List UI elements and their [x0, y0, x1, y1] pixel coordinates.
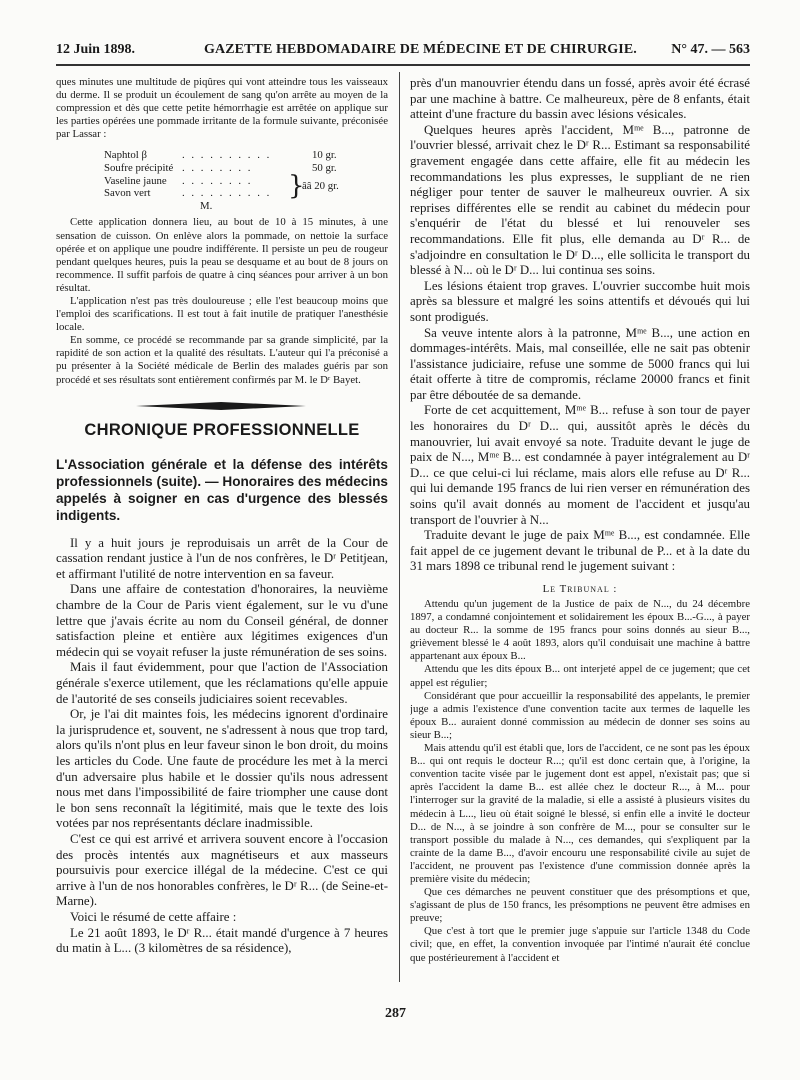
- article-paragraph: Traduite devant le juge de paix Mᵐᵉ B..., est condamnée. Elle fait appel de ce jugement devant le tribunal de P... et à la date du 31 mars 1898 ce tribunal rend le jugement suivant :: [410, 528, 750, 574]
- recipe-dots: . . . . . . . . . .: [182, 149, 272, 162]
- intro-paragraph: ques minutes une multitude de piqûres qui vont atteindre tous les vaisseaux du derme. Il se produit un écoulement de sang qu'on arrête au moyen de la compression et dès que cette petite hémorrhagie est arrêtée on applique sur les parties opérées une pommade irritante de la formule suivante, préconisée par Lassar :: [56, 76, 388, 141]
- recipe-item: [104, 162, 388, 175]
- article-paragraph: Il y a huit jours je reproduisais un arrêt de la Cour de cassation rendant justice à l'un de nos confrères, le Dʳ Petitjean, et affirmant l'utilité de notre intervention en sa faveur.: [56, 535, 388, 581]
- judgment-paragraph: Considérant que pour accueillir la responsabilité des appelants, le premier juge a admis l'existence d'une convention tacite aux termes de laquelle les époux B... auraient donné commission au médecin de donner ses soins au sieur B...;: [410, 689, 750, 741]
- article-paragraph: C'est ce qui est arrivé et arrivera souvent encore à l'occasion des procès intentés aux magnétiseurs et aux masseurs poursuivis pour exercice illégal de la médecine. C'est ce qui arrive à l'un de nos honorables confrères, le Dʳ R... (de Seine-et-Marne).: [56, 831, 388, 909]
- article-title: L'Association générale et la défense des intérêts professionnels (suite). — Honoraires des médecins appelés à soigner en cas d'urgence des blessés indigents.: [56, 456, 388, 523]
- article-paragraph: Mais il faut évidemment, pour que l'action de l'Association générale s'exerce utilement, que les réclamations qu'elle appuie de l'autorité de ses conseils judiciaires soient recevables.: [56, 660, 388, 706]
- column-divider: [399, 72, 400, 982]
- recipe-item: [104, 149, 388, 162]
- header-issue-page: N° 47. — 563: [671, 42, 750, 57]
- recipe-quantity: 50 gr.: [312, 162, 337, 175]
- recipe-item: [104, 175, 388, 188]
- judgment-paragraph: Que ces démarches ne peuvent constituer que des présomptions et que, s'agissant de plus de 150 francs, les présomptions ne peuvent être admises en preuve;: [410, 886, 750, 925]
- recipe-grouped-items: [104, 170, 388, 201]
- article-paragraph: Sa veuve intente alors à la patronne, Mᵐᵉ B..., une action en dommages-intérêts. Mais, mal conseillée, elle ne sait pas obtenir l'assistance judiciaire, refuse une somme de 5000 francs qui lui était offerte à titre de compromis, réclame 20000 francs et finit par être déboutée de sa demande.: [410, 325, 750, 402]
- recipe-mix: M.: [200, 199, 213, 212]
- running-header: [56, 42, 750, 62]
- article-paragraph: Or, je l'ai dit maintes fois, les médecins ignorent d'ordinaire la jurisprudence et, souvent, ne s'adressent à nous que trop tard, alors qu'ils n'ont plus en leur faveur sinon le bon droit, du moins les articles du Code. Une faute de procédure les met à la merci d'un adversaire plus habile et le dossier qu'ils nous adressent nous met dans l'impossibilité de faire triompher une cause dont le bon sens reconnaît la légitimité, mais que le texte des lois votées par nos représentants déclare inadmissible.: [56, 707, 388, 831]
- body-paragraph: En somme, ce procédé se recommande par sa grande simplicité, par la rapidité de son action et la qualité des résultats. L'auteur qui l'a préconisé a pu présenter à la Société médicale de Berlin des malades guéris par son procédé et ses résultats sont entièrement confirmés par M. le Dʳ Bayet.: [56, 334, 388, 386]
- recipe-formula: [104, 149, 388, 212]
- article-paragraph: Quelques heures après l'accident, Mᵐᵉ B..., patronne de l'ouvrier blessé, arrivait chez le Dʳ R... Estimant sa responsabilité gravement engagée dans cette affaire, elle fit au médecin les recommandations les plus expresses, le suppliant de ne rien négliger pour tenter de sauver le malheureux ouvrier. A six reprises différentes elle se rendit au cabinet du médecin pour s'enquérir de l'état du blessé et lui renouveler ses recommandations. Elle fit plus, elle demanda au Dʳ R... de s'adjoindre en consultation le Dʳ D..., elle sollicita le transport du blessé à N... où le Dʳ D... lui continua ses soins.: [410, 122, 750, 278]
- article-paragraph: Forte de cet acquittement, Mᵐᵉ B... refuse à son tour de payer les honoraires du Dʳ D... qui, aussitôt après le décès du manouvrier, lui avait envoyé sa note. Traduite devant le juge de paix de N..., Mᵐᵉ B... est condamnée à payer intégralement au Dʳ D... ce que celui-ci lui réclame, mais alors elle refuse au Dʳ R... qui lui demande 195 francs de lui rien verser en rémunération des soins qu'il avait donnés au moment de l'accident et jusqu'au transport de l'ouvrier à N...: [410, 403, 750, 527]
- header-date: 12 Juin 1898.: [56, 42, 135, 57]
- recipe-dots: . . . . . . . .: [182, 162, 253, 175]
- recipe-quantity: 10 gr.: [312, 149, 337, 162]
- header-rule: [56, 64, 750, 66]
- header-journal-title: GAZETTE HEBDOMADAIRE DE MÉDECINE ET DE CHIRURGIE.: [204, 42, 637, 57]
- tribunal-heading: Le Tribunal :: [542, 583, 618, 595]
- judgment-paragraph: Attendu qu'un jugement de la Justice de paix de N..., du 24 décembre 1897, a condamné conjointement et solidairement les époux B...-G..., à payer au docteur R... la somme de 195 francs pour soins donnés au sieur B..., grièvement blessé le 4 août 1893, alors qu'il conduisait une machine à battre appartenant aux époux B...: [410, 598, 750, 663]
- section-title: CHRONIQUE PROFESSIONNELLE: [84, 420, 360, 439]
- article-paragraph: Le 21 août 1893, le Dʳ R... était mandé d'urgence à 7 heures du matin à L... (3 kilomètres de sa résidence),: [56, 925, 388, 956]
- recipe-brace-icon: }: [288, 170, 305, 201]
- recipe-ingredient: Soufre précipité: [104, 162, 174, 175]
- judgment-paragraph: Que c'est à tort que le premier juge s'appuie sur l'article 1348 du Code civil; que, en effet, la convention invoquée par l'intimé n'aurait été conclue que postérieurement à l'accident et: [410, 925, 750, 964]
- article-paragraph: Voici le résumé de cette affaire :: [70, 909, 237, 924]
- left-column: [56, 76, 388, 996]
- recipe-ingredient: Savon vert: [104, 187, 151, 200]
- judgment-paragraph: Mais attendu qu'il est établi que, lors de l'accident, ce ne sont pas les époux B... qui ont requis le docteur R...; qu'il est donc certain que, à l'origine, la convention tacite visée par le jugement dont est appel, n'existait pas; que si après l'accident la dame B... est allée chez le docteur R..., à M... pour l'interroger sur la gravité de la maladie, si elle a assisté à plusieurs visites du médecin à L..., lieu où était soigné le blessé, si enfin elle a invité le docteur D... de N..., à se joindre à son confrère de M..., pour se consulter sur le transport possible du malade à N..., ces demandes, qui s'expliquent par la crainte de la dame B..., d'avoir encouru une responsabilité civile au sujet de l'accident, ne prouvent pas l'existence d'une commission donnée après la première visite du médecin;: [410, 742, 750, 885]
- article-paragraph: près d'un manouvrier étendu dans un fossé, après avoir été écrasé par une machine à battre. Ce malheureux, père de 8 enfants, était atteint d'une fracture du bassin avec lésions vésicales.: [410, 76, 750, 122]
- recipe-shared-quantity: ââ 20 gr.: [302, 179, 339, 192]
- recipe-dots: . . . . . . . . . .: [182, 187, 272, 200]
- section-ornament: [56, 401, 388, 411]
- recipe-ingredient: Vaseline jaune: [104, 174, 167, 187]
- recipe-dots: . . . . . . . .: [182, 174, 253, 187]
- body-paragraph: Cette application donnera lieu, au bout de 10 à 15 minutes, à une sensation de cuisson. On enlève alors la pommade, on nettoie la surface opérée et on applique une poudre indifférente. Il persiste un peu de rougeur pendant quelques heures, puis la peau se desquame et au bout de 8 jours on recommence. Il suffit parfois de quatre à cinq séances pour arriver à un bon résultat.: [56, 216, 388, 294]
- page-folio: 287: [385, 1006, 406, 1021]
- body-paragraph: L'application n'est pas très douloureuse ; elle l'est beaucoup moins que l'emploi des scarifications. Il est tout à fait inutile de pratiquer l'anesthésie locale.: [56, 295, 388, 334]
- article-paragraph: Dans une affaire de contestation d'honoraires, la neuvième chambre de la Cour de Paris vient également, sur le vu d'une lettre que j'avais écrite au nom du Conseil général, de donner satisfaction pleine et entière aux légitimes exigences d'un médecin qui se voyait refuser la juste rémunération de ses soins.: [56, 582, 388, 659]
- recipe-ingredient: Naphtol β: [104, 149, 147, 162]
- right-column: [410, 76, 750, 996]
- ornament-rule-icon: [136, 401, 306, 411]
- judgment-paragraph: Attendu que les dits époux B... ont interjeté appel de ce jugement; que cet appel est régulier;: [410, 663, 750, 689]
- article-paragraph: Les lésions étaient trop graves. L'ouvrier succombe huit mois après sa blessure et malgré les soins attentifs et dévoués qui lui sont prodigués.: [410, 278, 750, 324]
- recipe-item: [104, 187, 388, 200]
